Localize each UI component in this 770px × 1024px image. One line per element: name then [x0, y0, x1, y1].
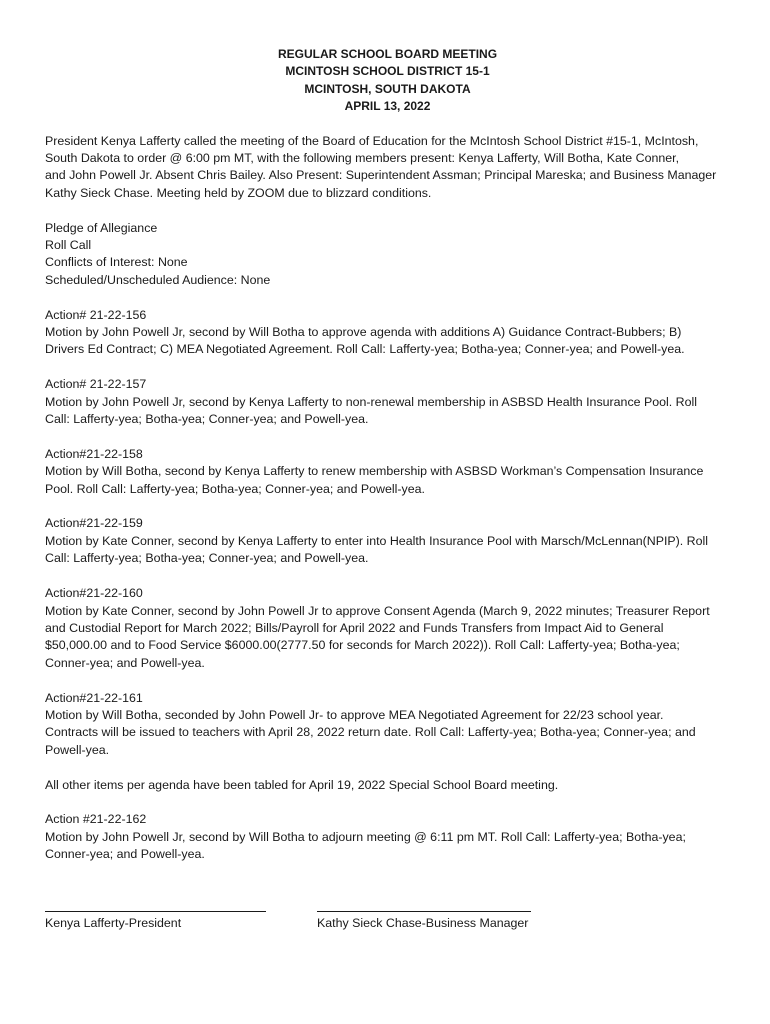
action-text-line: Contracts will be issued to teachers with April 28, 2022 return date. Roll Call: Lafferty-yea; Botha-yea; Conner-yea; and — [45, 725, 696, 740]
header-meeting-type: REGULAR SCHOOL BOARD MEETING — [277, 47, 498, 61]
meeting-minutes-document — [45, 46, 730, 881]
header-district: MCINTOSH SCHOOL DISTRICT 15-1 — [285, 64, 490, 79]
action-number: Action# 21-22-157 — [45, 377, 147, 392]
action-text-line: Conner-yea; and Powell-yea. — [45, 655, 205, 670]
action-block — [45, 446, 730, 498]
action-block — [45, 515, 730, 567]
action-text-line: Pool. Roll Call: Lafferty-yea; Botha-yea; Conner-yea; and Powell-yea. — [45, 481, 425, 496]
president-signature — [45, 900, 266, 932]
agenda-item: Pledge of Allegiance — [45, 220, 158, 235]
intro-line: President Kenya Lafferty called the meeting of the Board of Education for the McIntosh School District #15-1, McIntosh, — [45, 133, 699, 148]
action-text-line: Motion by Will Botha, second by Kenya Lafferty to renew membership with ASBSD Workman’s Compensation Insurance — [45, 464, 704, 479]
action-block — [45, 690, 730, 760]
action-text-line: Drivers Ed Contract; C) MEA Negotiated Agreement. Roll Call: Lafferty-yea; Botha-yea; Conner-yea; and Powell-yea. — [45, 342, 685, 357]
tabled-note — [45, 777, 730, 794]
tabled-note-text: All other items per agenda have been tabled for April 19, 2022 Special School Board meeting. — [45, 777, 559, 792]
action-text-line: Motion by John Powell Jr, second by Will Botha to adjourn meeting @ 6:11 pm MT. Roll Call: Lafferty-yea; Botha-yea; — [45, 829, 686, 844]
action-number: Action #21-22-162 — [45, 812, 147, 827]
intro-line: South Dakota to order @ 6:00 pm MT, with the following members present: Kenya Lafferty, Will Botha, Kate Conner, — [45, 151, 680, 166]
business-manager-signature — [317, 900, 531, 932]
action-text-line: Motion by John Powell Jr, second by Will Botha to approve agenda with additions A) Guidance Contract-Bubbers; B) — [45, 325, 682, 340]
header-date: APRIL 13, 2022 — [344, 99, 431, 114]
action-block — [45, 585, 730, 672]
action-text-line: $50,000.00 and to Food Service $6000.00(2777.50 for seconds for March 2022)). Roll Call: Lafferty-yea; Botha-yea; — [45, 638, 680, 653]
action-text-line: Motion by Kate Conner, second by Kenya Lafferty to enter into Health Insurance Pool with Marsch/McLennan(NPIP). Roll — [45, 533, 709, 548]
signature-line — [45, 900, 266, 912]
adjourn-action-block — [45, 811, 730, 863]
action-number: Action#21-22-158 — [45, 446, 143, 461]
action-text-line: Call: Lafferty-yea; Botha-yea; Conner-yea; and Powell-yea. — [45, 412, 369, 427]
document-header — [45, 46, 730, 116]
agenda-item: Scheduled/Unscheduled Audience: None — [45, 272, 271, 287]
intro-line: Kathy Sieck Chase. Meeting held by ZOOM due to blizzard conditions. — [45, 185, 432, 200]
agenda-items — [45, 220, 730, 290]
action-number: Action#21-22-161 — [45, 690, 143, 705]
header-location: MCINTOSH, SOUTH DAKOTA — [304, 81, 471, 96]
agenda-item: Roll Call — [45, 238, 92, 253]
action-text-line: Motion by John Powell Jr, second by Kenya Lafferty to non-renewal membership in ASBSD Health Insurance Pool. Roll — [45, 394, 698, 409]
action-text-line: Motion by Will Botha, seconded by John Powell Jr- to approve MEA Negotiated Agreement for 22/23 school year. — [45, 707, 664, 722]
action-number: Action# 21-22-156 — [45, 307, 147, 322]
agenda-item: Conflicts of Interest: None — [45, 255, 188, 270]
action-text-line: and Custodial Report for March 2022; Bills/Payroll for April 2022 and Funds Transfers from Impact Aid to General — [45, 620, 664, 635]
action-text-line: Call: Lafferty-yea; Botha-yea; Conner-yea; and Powell-yea. — [45, 551, 369, 566]
action-block — [45, 376, 730, 428]
signature-line — [317, 900, 531, 912]
action-text-line: Conner-yea; and Powell-yea. — [45, 847, 205, 862]
intro-line: and John Powell Jr. Absent Chris Bailey. Also Present: Superintendent Assman; Principal Mareska; and Business Manager — [45, 168, 717, 183]
signature-name: Kenya Lafferty-President — [45, 916, 182, 930]
intro-paragraph — [45, 133, 730, 203]
action-number: Action#21-22-159 — [45, 516, 143, 531]
action-block — [45, 307, 730, 359]
signature-name: Kathy Sieck Chase-Business Manager — [317, 916, 529, 930]
action-text-line: Powell-yea. — [45, 742, 110, 757]
action-number: Action#21-22-160 — [45, 586, 143, 601]
action-text-line: Motion by Kate Conner, second by John Powell Jr to approve Consent Agenda (March 9, 2022 minutes; Treasurer Report — [45, 603, 710, 618]
